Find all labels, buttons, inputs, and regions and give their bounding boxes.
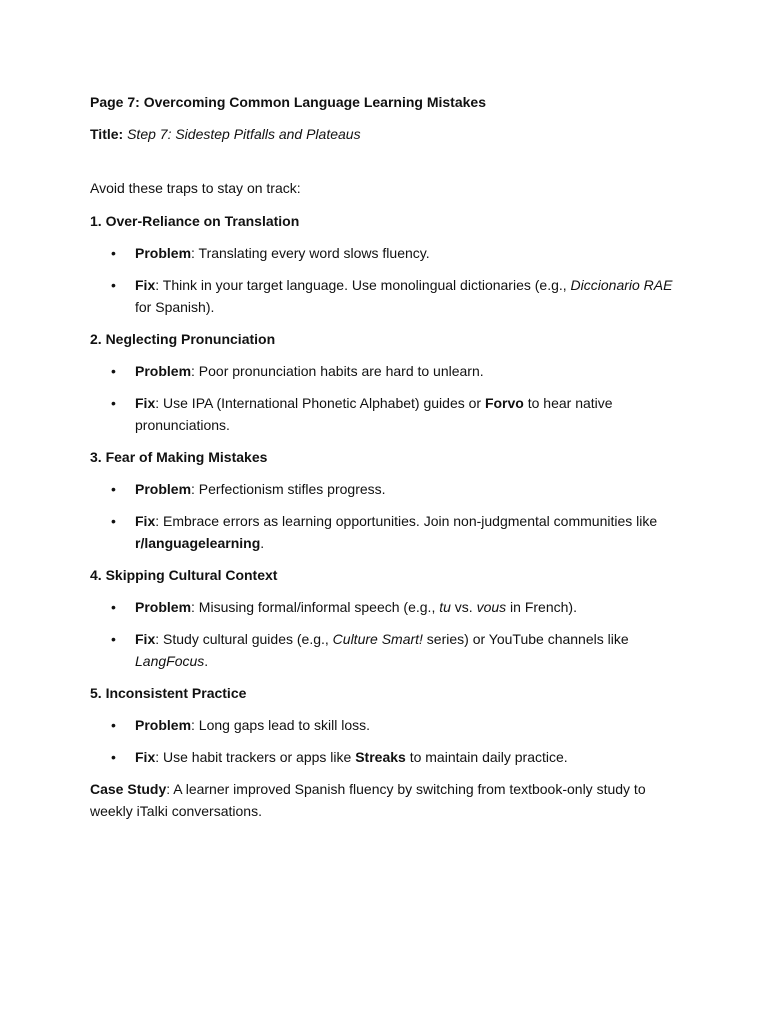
fix-text: . <box>204 653 209 669</box>
case-study-text: : A learner improved Spanish fluency by switching from textbook-only study to weekly iTalki conversations. <box>90 781 646 819</box>
problem-label: Problem <box>135 245 192 261</box>
section-bullets <box>90 360 680 436</box>
fix-item <box>90 392 680 436</box>
bullet-glyph: • <box>111 513 116 529</box>
section-heading: 4. Skipping Cultural Context <box>90 567 278 583</box>
fix-text: to hear native pronunciations. <box>135 395 613 433</box>
bullet-glyph: • <box>111 395 116 411</box>
fix-label: Fix <box>135 277 156 293</box>
section-bullets <box>90 596 680 672</box>
section-heading: 1. Over-Reliance on Translation <box>90 213 300 229</box>
problem-item <box>90 596 680 618</box>
intro-text: Avoid these traps to stay on track: <box>90 180 301 196</box>
bullet-glyph: • <box>111 481 116 497</box>
bullet-glyph: • <box>111 277 116 293</box>
section-heading: 3. Fear of Making Mistakes <box>90 449 268 465</box>
problem-label: Problem <box>135 363 192 379</box>
fix-text: series) or YouTube channels like <box>422 631 629 647</box>
problem-label: Problem <box>135 599 192 615</box>
fix-text: . <box>260 535 265 551</box>
fix-text: for Spanish). <box>135 299 215 315</box>
fix-text: : Use IPA (International Phonetic Alphabet) guides or <box>155 395 485 411</box>
fix-italic: Diccionario RAE <box>570 277 673 293</box>
problem-text: : Misusing formal/informal speech (e.g., <box>191 599 440 615</box>
problem-item <box>90 360 680 382</box>
bullet-glyph: • <box>111 749 116 765</box>
case-study-label: Case Study <box>90 781 167 797</box>
section-bullets <box>90 242 680 318</box>
fix-item <box>90 510 680 554</box>
problem-italic: tu <box>439 599 451 615</box>
section-heading: 5. Inconsistent Practice <box>90 685 247 701</box>
fix-item <box>90 746 680 768</box>
problem-text: : Long gaps lead to skill loss. <box>191 717 371 733</box>
section-bullets <box>90 714 680 768</box>
fix-label: Fix <box>135 631 156 647</box>
bullet-glyph: • <box>111 631 116 647</box>
problem-text: : Translating every word slows fluency. <box>191 245 430 261</box>
section-heading: 2. Neglecting Pronunciation <box>90 331 276 347</box>
title-label: Title: <box>90 126 124 142</box>
fix-item <box>90 274 680 318</box>
problem-text: in French). <box>506 599 577 615</box>
bullet-glyph: • <box>111 363 116 379</box>
problem-item <box>90 242 680 264</box>
fix-italic: Culture Smart! <box>332 631 423 647</box>
fix-text: : Embrace errors as learning opportunities. Join non-judgmental communities like <box>155 513 658 529</box>
problem-label: Problem <box>135 481 192 497</box>
title-line <box>90 123 680 145</box>
bullet-glyph: • <box>111 245 116 261</box>
fix-item <box>90 628 680 672</box>
fix-text: : Study cultural guides (e.g., <box>155 631 333 647</box>
section-bullets <box>90 478 680 554</box>
fix-italic: LangFocus <box>135 653 205 669</box>
problem-text: vs. <box>450 599 477 615</box>
title-text: Step 7: Sidestep Pitfalls and Plateaus <box>127 126 361 142</box>
problem-text: : Poor pronunciation habits are hard to unlearn. <box>191 363 484 379</box>
fix-text: : Use habit trackers or apps like <box>155 749 356 765</box>
problem-label: Problem <box>135 717 192 733</box>
fix-bold: Forvo <box>484 395 524 411</box>
fix-text: to maintain daily practice. <box>405 749 568 765</box>
problem-text: : Perfectionism stifles progress. <box>191 481 386 497</box>
bullet-glyph: • <box>111 599 116 615</box>
fix-label: Fix <box>135 395 156 411</box>
fix-bold: r/languagelearning <box>135 535 261 551</box>
problem-item <box>90 478 680 500</box>
bullet-glyph: • <box>111 717 116 733</box>
problem-item <box>90 714 680 736</box>
fix-text: : Think in your target language. Use monolingual dictionaries (e.g., <box>155 277 571 293</box>
case-study <box>90 778 680 822</box>
fix-label: Fix <box>135 749 156 765</box>
document-content <box>90 91 680 822</box>
page-heading: Page 7: Overcoming Common Language Learning Mistakes <box>90 94 486 110</box>
problem-italic: vous <box>476 599 507 615</box>
fix-label: Fix <box>135 513 156 529</box>
fix-bold: Streaks <box>355 749 406 765</box>
